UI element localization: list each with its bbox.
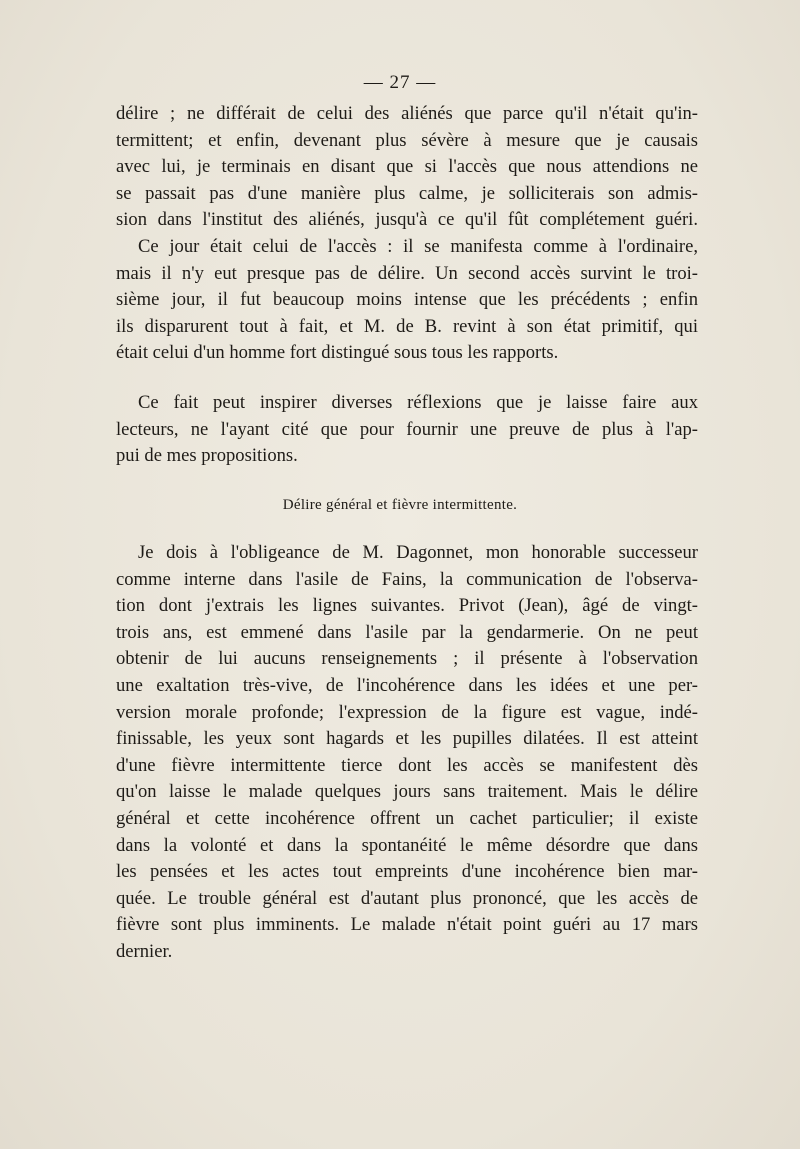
text-line: comme interne dans l'asile de Fains, la communication de l'observa- bbox=[116, 568, 698, 590]
text-line: ils disparurent tout à fait, et M. de B. revint à son état primitif, qui bbox=[116, 315, 698, 337]
text-line: sième jour, il fut beaucoup moins intense que les précédents ; enfin bbox=[116, 289, 698, 311]
paragraph-3 bbox=[116, 390, 698, 470]
text-line: Ce jour était celui de l'accès : il se manifesta comme à l'ordinaire, bbox=[138, 236, 698, 257]
text-line: dernier. bbox=[116, 940, 173, 962]
text-line: Je dois à l'obligeance de M. Dagonnet, mon honorable successeur bbox=[138, 542, 698, 563]
text-line: obtenir de lui aucuns renseignements ; il présente à l'observation bbox=[116, 648, 698, 670]
text-line: était celui d'un homme fort distingué sous tous les rapports. bbox=[116, 342, 559, 364]
text-line: pui de mes propositions. bbox=[116, 445, 298, 467]
text-line: sion dans l'institut des aliénés, jusqu'à ce qu'il fût complétement guéri. bbox=[116, 209, 698, 231]
text-line: termittent; et enfin, devenant plus sévère à mesure que je causais bbox=[116, 129, 698, 151]
text-line: général et cette incohérence offrent un cachet particulier; il existe bbox=[116, 807, 698, 829]
text-line: tion dont j'extrais les lignes suivantes. Privot (Jean), âgé de vingt- bbox=[116, 595, 698, 617]
page-number: — 27 — bbox=[363, 72, 437, 93]
text-line: délire ; ne différait de celui des aliénés que parce qu'il n'était qu'in- bbox=[116, 103, 698, 124]
text-line: les pensées et les actes tout empreints d'une incohérence bien mar- bbox=[116, 861, 698, 883]
text-line: se passait pas d'une manière plus calme, je solliciterais son admis- bbox=[116, 182, 698, 204]
text-line: finissable, les yeux sont hagards et les pupilles dilatées. Il est atteint bbox=[116, 728, 698, 750]
text-line: quée. Le trouble général est d'autant plus prononcé, que les accès de bbox=[116, 887, 698, 909]
text-line: d'une fièvre intermittente tierce dont les accès se manifestent dès bbox=[116, 754, 698, 776]
text-line: mais il n'y eut presque pas de délire. Un second accès survint le troi- bbox=[116, 262, 698, 284]
text-line: une exaltation très-vive, de l'incohérence dans les idées et une per- bbox=[116, 674, 698, 696]
text-line: qu'on laisse le malade quelques jours sans traitement. Mais le délire bbox=[116, 781, 698, 803]
paragraph-2 bbox=[116, 234, 698, 367]
text-line: trois ans, est emmené dans l'asile par la gendarmerie. On ne peut bbox=[116, 621, 698, 643]
text-line: Ce fait peut inspirer diverses réflexions que je laisse faire aux bbox=[138, 392, 698, 413]
text-line: avec lui, je terminais en disant que si l'accès que nous attendions ne bbox=[116, 156, 698, 178]
text-line: version morale profonde; l'expression de la figure est vague, indé- bbox=[116, 701, 698, 723]
section-title: Délire général et fièvre intermittente. bbox=[282, 497, 518, 513]
paragraph-4 bbox=[116, 540, 698, 966]
paragraph-1 bbox=[116, 101, 698, 234]
text-line: fièvre sont plus imminents. Le malade n'était point guéri au 17 mars bbox=[116, 914, 698, 936]
text-line: dans la volonté et dans la spontanéité le même désordre que dans bbox=[116, 834, 698, 856]
text-line: lecteurs, ne l'ayant cité que pour fournir une preuve de plus à l'ap- bbox=[116, 418, 698, 440]
